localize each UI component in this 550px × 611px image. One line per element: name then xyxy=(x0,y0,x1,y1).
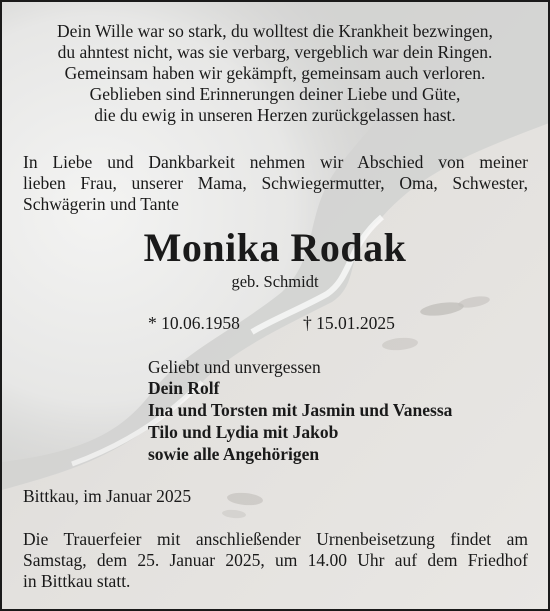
intro-line: lieben Frau, unserer Mama, Schwiegermutter, Oma, Schwester, xyxy=(23,173,528,193)
place-date: Bittkau, im Januar 2025 xyxy=(23,486,192,506)
maiden-name: geb. Schmidt xyxy=(231,272,319,291)
death-date: † 15.01.2025 xyxy=(303,313,395,333)
poem-line: die du ewig in unseren Herzen zurückgelassen hast. xyxy=(94,105,456,125)
intro-line: In Liebe und Dankbarkeit nehmen wir Abschied von meiner xyxy=(23,152,528,172)
mourner-line: Ina und Torsten mit Jasmin und Vanessa xyxy=(148,400,453,420)
poem-line: du ahntest nicht, was sie verbarg, vergeblich war dein Ringen. xyxy=(57,42,493,62)
intro-line: Schwägerin und Tante xyxy=(23,194,179,214)
poem-line: Geblieben sind Erinnerungen deiner Liebe und Güte, xyxy=(89,84,461,104)
funeral-line: Samstag, dem 25. Januar 2025, um 14.00 Uhr auf dem Friedhof xyxy=(23,550,528,570)
mourners-intro: Geliebt und unvergessen xyxy=(148,357,321,377)
birth-date: * 10.06.1958 xyxy=(148,313,240,333)
poem-line: Gemeinsam haben wir gekämpft, gemeinsam auch verloren. xyxy=(64,63,486,83)
poem-line: Dein Wille war so stark, du wolltest die Krankheit bezwingen, xyxy=(57,21,493,41)
deceased-name: Monika Rodak xyxy=(143,225,407,270)
mourner-line: Tilo und Lydia mit Jakob xyxy=(148,422,339,442)
funeral-line: in Bittkau statt. xyxy=(23,571,131,591)
mourner-line: Dein Rolf xyxy=(148,378,220,398)
funeral-line: Die Trauerfeier mit anschließender Urnenbeisetzung findet am xyxy=(23,529,528,549)
mourner-line: sowie alle Angehörigen xyxy=(148,444,320,464)
